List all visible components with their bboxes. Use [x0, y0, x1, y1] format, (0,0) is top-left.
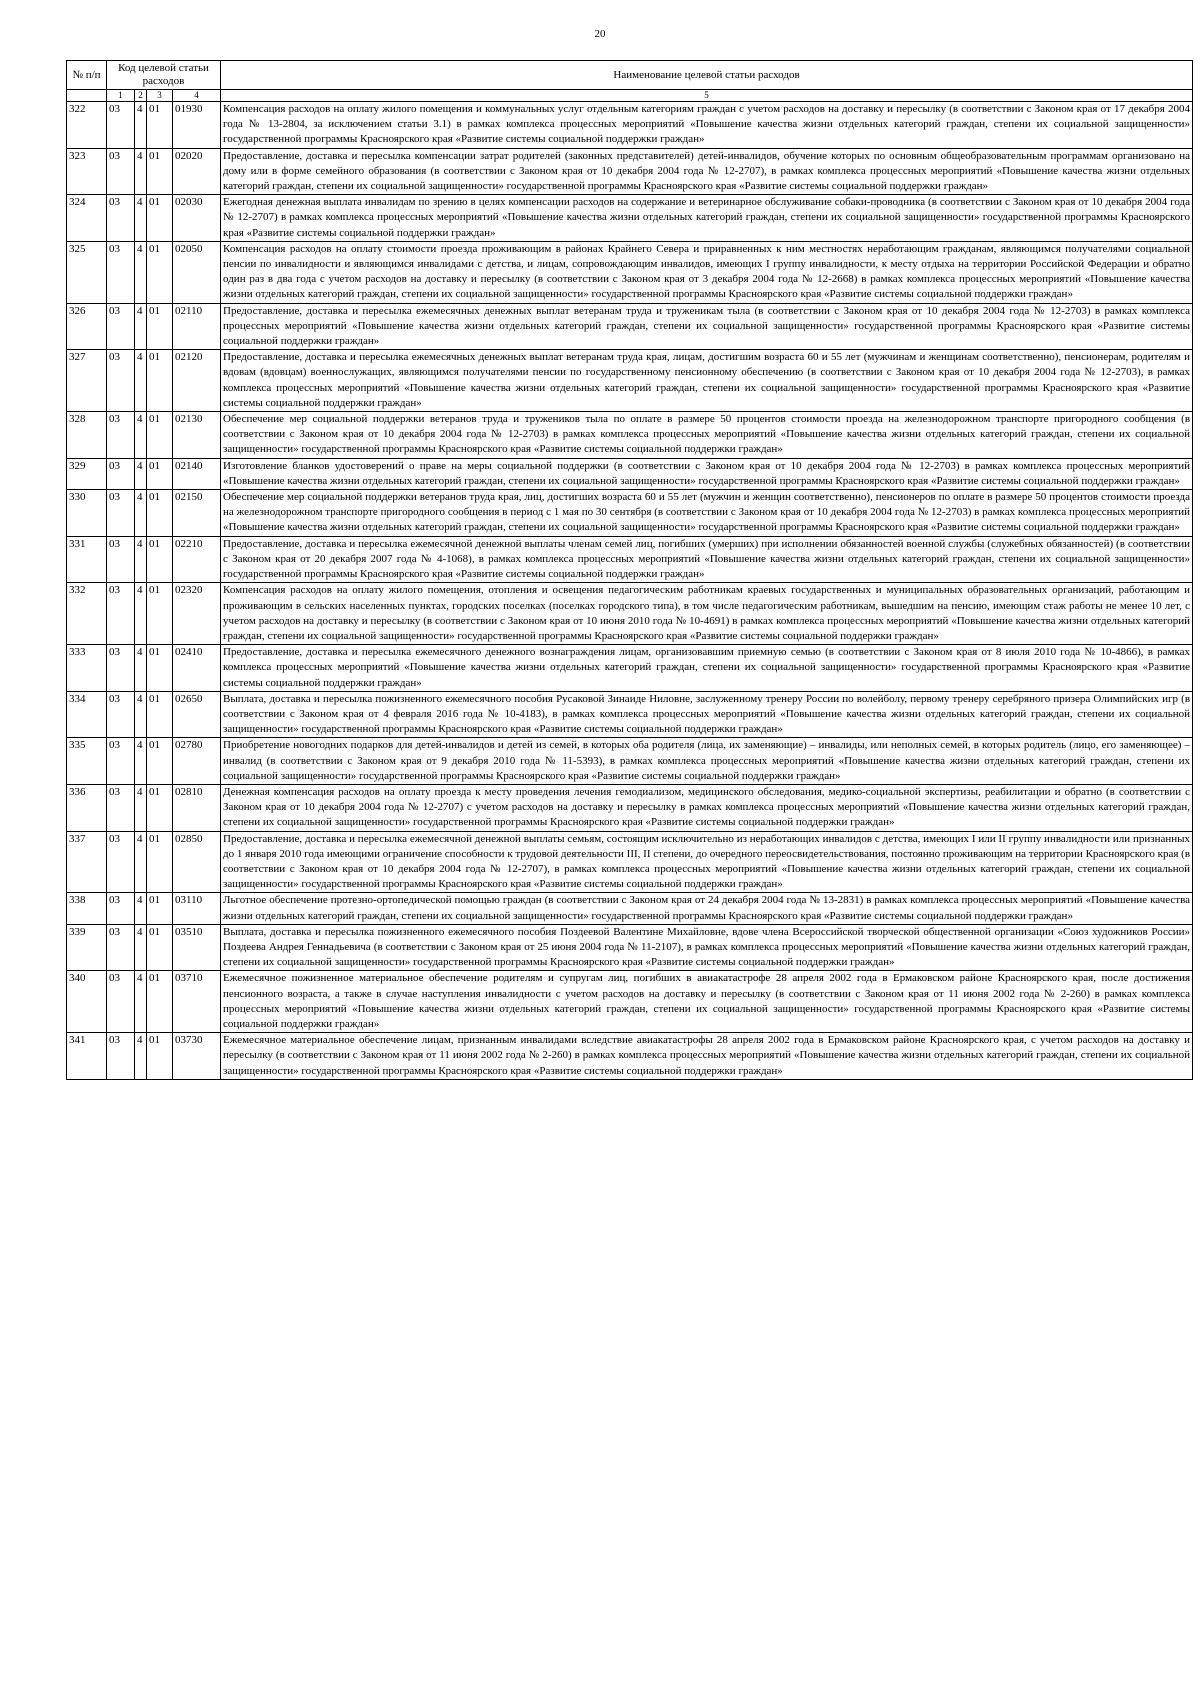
code-subprogram: 4	[135, 148, 147, 195]
code-program: 03	[107, 784, 135, 831]
code-subprogram: 4	[135, 458, 147, 489]
code-program: 03	[107, 458, 135, 489]
code-complex: 01	[147, 893, 173, 924]
code-program: 03	[107, 148, 135, 195]
table-row	[67, 893, 1193, 924]
table-row	[67, 490, 1193, 537]
article-name: Обеспечение мер социальной поддержки ветеранов труда края, лиц, достигших возраста 60 и 55 лет (мужчин и женщин соответственно), пенсионеров по оплате в размере 50 процентов стоимости проезда на железнодорожном транспорте пригородного сообщения в период с 1 мая по 30 сентября (в соответствии с Законом края от 10 декабря 2004 года № 12-2703) в рамках комплекса процессных мероприятий «Повышение качества жизни отдельных категорий граждан, степени их социальной защищенности» государственной программы Красноярского края «Развитие системы социальной поддержки граждан»	[221, 490, 1193, 537]
article-name: Компенсация расходов на оплату жилого помещения и коммунальных услуг отдельным категориям граждан с учетом расходов на доставку и пересылку (в соответствии с Законом края от 17 декабря 2004 года № 13-2804, за исключением статьи 3.1) в рамках комплекса процессных мероприятий «Повышение качества жизни отдельных категорий граждан, степени их социальной защищенности» государственной программы Красноярского края «Развитие системы социальной поддержки граждан»	[221, 102, 1193, 149]
header-col-number: 4	[173, 90, 221, 102]
row-number: 326	[67, 303, 107, 350]
article-name: Предоставление, доставка и пересылка ежемесячных денежных выплат ветеранам труда края, лицам, достигшим возраста 60 и 55 лет (мужчинам и женщинам соответственно), пенсионерам, родителям и вдовам (вдовцам) военнослужащих, являющимся получателями пенсии по государственному пенсионному обеспечению (в соответствии с Законом края от 10 декабря 2004 года № 12-2703), в рамках комплекса процессных мероприятий «Повышение качества жизни отдельных категорий граждан, степени их социальной защищенности» государственной программы Красноярского края «Развитие системы социальной поддержки граждан»	[221, 350, 1193, 412]
row-number: 334	[67, 691, 107, 738]
code-direction: 01930	[173, 102, 221, 149]
article-name: Предоставление, доставка и пересылка ежемесячной денежной выплаты семьям, состоящим исключительно из неработающих инвалидов с детства, имеющих I или II группу инвалидности или признанных до 1 января 2010 года имеющими ограничение способности к трудовой деятельности III, II степени, до очередного переосвидетельствования, постоянно проживающим на территории Красноярского края (в соответствии с Законом края от 10 декабря 2004 года № 12-2707), в рамках комплекса процессных мероприятий «Повышение качества жизни отдельных категорий граждан, степени их социальной защищенности» государственной программы Красноярского края «Развитие системы социальной поддержки граждан»	[221, 831, 1193, 893]
code-subprogram: 4	[135, 831, 147, 893]
code-direction: 02120	[173, 350, 221, 412]
code-direction: 02050	[173, 241, 221, 303]
table-row	[67, 738, 1193, 785]
table-row	[67, 971, 1193, 1033]
target-articles-table	[66, 60, 1193, 1080]
code-subprogram: 4	[135, 583, 147, 645]
code-complex: 01	[147, 583, 173, 645]
code-direction: 03110	[173, 893, 221, 924]
header-number: № п/п	[67, 61, 107, 90]
code-subprogram: 4	[135, 303, 147, 350]
row-number: 336	[67, 784, 107, 831]
article-name: Приобретение новогодних подарков для детей-инвалидов и детей из семей, в которых оба родителя (лица, их заменяющие) – инвалиды, или неполных семей, в которых родитель (лицо, его заменяющее) – инвалид (в соответствии с Законом края от 9 декабря 2010 года № 11-5393), в рамках комплекса процессных мероприятий «Повышение качества жизни отдельных категорий граждан, степени их социальной защищенности» государственной программы Красноярского края «Развитие системы социальной поддержки граждан»	[221, 738, 1193, 785]
row-number: 330	[67, 490, 107, 537]
row-number: 324	[67, 195, 107, 242]
code-direction: 02150	[173, 490, 221, 537]
code-complex: 01	[147, 738, 173, 785]
code-program: 03	[107, 303, 135, 350]
row-number: 329	[67, 458, 107, 489]
article-name: Ежемесячное пожизненное материальное обеспечение родителям и супругам лиц, погибших в авиакатастрофе 28 апреля 2002 года в Ермаковском районе Красноярского края, после достижения пенсионного возраста, а также в случае наступления инвалидности с учетом расходов на доставку и пересылку (в соответствии с Законом края от 11 июня 2002 года № 2-260) в рамках комплекса процессных мероприятий «Повышение качества жизни отдельных категорий граждан, степени их социальной защищенности» государственной программы Красноярского края «Развитие системы социальной поддержки граждан»	[221, 971, 1193, 1033]
code-program: 03	[107, 536, 135, 583]
code-subprogram: 4	[135, 924, 147, 971]
header-col-number: 1	[107, 90, 135, 102]
row-number: 331	[67, 536, 107, 583]
code-program: 03	[107, 1033, 135, 1080]
code-program: 03	[107, 645, 135, 692]
code-program: 03	[107, 691, 135, 738]
code-direction: 02320	[173, 583, 221, 645]
table-row	[67, 691, 1193, 738]
code-direction: 02210	[173, 536, 221, 583]
page-number: 20	[594, 28, 606, 40]
code-direction: 02780	[173, 738, 221, 785]
table-row	[67, 148, 1193, 195]
row-number: 340	[67, 971, 107, 1033]
table-row	[67, 831, 1193, 893]
header-col-number-empty	[67, 90, 107, 102]
code-complex: 01	[147, 412, 173, 459]
row-number: 325	[67, 241, 107, 303]
article-name: Ежегодная денежная выплата инвалидам по зрению в целях компенсации расходов на содержание и ветеринарное обслуживание собаки-проводника (в соответствии с Законом края от 10 декабря 2004 года № 12-2707) в рамках комплекса процессных мероприятий «Повышение качества жизни отдельных категорий граждан, степени их социальной защищенности» государственной программы Красноярского края «Развитие системы социальной поддержки граждан»	[221, 195, 1193, 242]
table-row	[67, 924, 1193, 971]
code-complex: 01	[147, 303, 173, 350]
code-direction: 02020	[173, 148, 221, 195]
row-number: 338	[67, 893, 107, 924]
row-number: 335	[67, 738, 107, 785]
code-complex: 01	[147, 924, 173, 971]
table-row	[67, 1033, 1193, 1080]
code-complex: 01	[147, 536, 173, 583]
code-complex: 01	[147, 1033, 173, 1080]
header-name: Наименование целевой статьи расходов	[221, 61, 1193, 90]
row-number: 333	[67, 645, 107, 692]
code-subprogram: 4	[135, 645, 147, 692]
header-code: Код целевой статьи расходов	[107, 61, 221, 90]
header-col-number: 2	[135, 90, 147, 102]
code-complex: 01	[147, 971, 173, 1033]
article-name: Денежная компенсация расходов на оплату проезда к месту проведения лечения гемодиализом, медицинского обследования, медико-социальной экспертизы, реабилитации и обратно (в соответствии с Законом края от 10 декабря 2004 года № 12-2707) с учетом расходов на доставку и пересылку в рамках комплекса процессных мероприятий «Повышение качества жизни отдельных категорий граждан, степени их социальной защищенности» государственной программы Красноярского края «Развитие системы социальной поддержки граждан»	[221, 784, 1193, 831]
code-program: 03	[107, 831, 135, 893]
code-complex: 01	[147, 490, 173, 537]
code-subprogram: 4	[135, 738, 147, 785]
code-complex: 01	[147, 241, 173, 303]
code-subprogram: 4	[135, 691, 147, 738]
code-subprogram: 4	[135, 1033, 147, 1080]
article-name: Предоставление, доставка и пересылка ежемесячной денежной выплаты членам семей лиц, погибших (умерших) при исполнении обязанностей военной службы (служебных обязанностей) (в соответствии с Законом края от 20 декабря 2007 года № 4-1068), в рамках комплекса процессных мероприятий «Повышение качества жизни отдельных категорий граждан, степени их социальной защищенности» государственной программы Красноярского края «Развитие системы социальной поддержки граждан»	[221, 536, 1193, 583]
row-number: 322	[67, 102, 107, 149]
code-program: 03	[107, 102, 135, 149]
code-direction: 02850	[173, 831, 221, 893]
row-number: 337	[67, 831, 107, 893]
code-complex: 01	[147, 458, 173, 489]
table-row	[67, 195, 1193, 242]
table-row	[67, 303, 1193, 350]
code-program: 03	[107, 350, 135, 412]
code-direction: 03510	[173, 924, 221, 971]
code-program: 03	[107, 195, 135, 242]
table-row	[67, 350, 1193, 412]
article-name: Предоставление, доставка и пересылка ежемесячных денежных выплат ветеранам труда и труженикам тыла (в соответствии с Законом края от 10 декабря 2004 года № 12-2703) в рамках комплекса процессных мероприятий «Повышение качества жизни отдельных категорий граждан, степени их социальной защищенности» государственной программы Красноярского края «Развитие системы социальной поддержки граждан»	[221, 303, 1193, 350]
code-subprogram: 4	[135, 490, 147, 537]
header-col-number: 3	[147, 90, 173, 102]
table-row	[67, 645, 1193, 692]
code-program: 03	[107, 738, 135, 785]
code-direction: 02030	[173, 195, 221, 242]
code-program: 03	[107, 924, 135, 971]
table-row	[67, 784, 1193, 831]
code-subprogram: 4	[135, 536, 147, 583]
article-name: Предоставление, доставка и пересылка ежемесячного денежного вознаграждения лицам, организовавшим приемную семью (в соответствии с Законом края от 8 июля 2010 года № 10-4866), в рамках комплекса процессных мероприятий «Повышение качества жизни отдельных категорий граждан, степени их социальной защищенности» государственной программы Красноярского края «Развитие системы социальной поддержки граждан»	[221, 645, 1193, 692]
article-name: Льготное обеспечение протезно-ортопедической помощью граждан (в соответствии с Законом края от 24 декабря 2004 года № 13-2831) в рамках комплекса процессных мероприятий «Повышение качества жизни отдельных категорий граждан, степени их социальной защищенности» государственной программы Красноярского края «Развитие системы социальной поддержки граждан»	[221, 893, 1193, 924]
code-complex: 01	[147, 350, 173, 412]
row-number: 328	[67, 412, 107, 459]
table-row	[67, 458, 1193, 489]
article-name: Выплата, доставка и пересылка пожизненного ежемесячного пособия Поздеевой Валентине Михайловне, вдове члена Всероссийской творческой общественной организации «Союз художников России» Поздеева Андрея Геннадьевича (в соответствии с Законом края от 25 июня 2004 года № 11-2107), в рамках комплекса процессных мероприятий «Повышение качества жизни отдельных категорий граждан, степени их социальной защищенности» государственной программы Красноярского края «Развитие системы социальной поддержки граждан»	[221, 924, 1193, 971]
code-subprogram: 4	[135, 241, 147, 303]
row-number: 339	[67, 924, 107, 971]
code-direction: 02140	[173, 458, 221, 489]
code-program: 03	[107, 893, 135, 924]
row-number: 323	[67, 148, 107, 195]
code-program: 03	[107, 490, 135, 537]
code-direction: 02110	[173, 303, 221, 350]
article-name: Обеспечение мер социальной поддержки ветеранов труда и тружеников тыла по оплате в размере 50 процентов стоимости проезда на железнодорожном транспорте пригородного сообщения (в соответствии с Законом края от 10 декабря 2004 года № 12-2703) в рамках комплекса процессных мероприятий «Повышение качества жизни отдельных категорий граждан, степени их социальной защищенности» государственной программы Красноярского края «Развитие системы социальной поддержки граждан»	[221, 412, 1193, 459]
code-complex: 01	[147, 691, 173, 738]
code-subprogram: 4	[135, 102, 147, 149]
code-program: 03	[107, 412, 135, 459]
code-subprogram: 4	[135, 893, 147, 924]
code-subprogram: 4	[135, 784, 147, 831]
code-direction: 02410	[173, 645, 221, 692]
article-name: Выплата, доставка и пересылка пожизненного ежемесячного пособия Русаковой Зинаиде Ниловне, заслуженному тренеру России по волейболу, первому тренеру серебряного призера Олимпийских игр (в соответствии с Законом края от 4 февраля 2016 года № 10-4183), в рамках комплекса процессных мероприятий «Повышение качества жизни отдельных категорий граждан, степени их социальной защищенности» государственной программы Красноярского края «Развитие системы социальной поддержки граждан»	[221, 691, 1193, 738]
row-number: 327	[67, 350, 107, 412]
article-name: Компенсация расходов на оплату жилого помещения, отопления и освещения педагогическим работникам краевых государственных и муниципальных образовательных организаций, работающим и проживающим в сельских населенных пунктах, городских поселках (поселках городского типа), в том числе педагогическим работникам, вышедшим на пенсию, имеющим стаж работы не менее 10 лет, с учетом расходов на доставку и пересылку (в соответствии с Законом края от 10 июня 2010 года № 10-4691) в рамках комплекса процессных мероприятий «Повышение качества жизни отдельных категорий граждан, степени их социальной защищенности» государственной программы Красноярского края «Развитие системы социальной поддержки граждан»	[221, 583, 1193, 645]
code-direction: 03710	[173, 971, 221, 1033]
article-name: Предоставление, доставка и пересылка компенсации затрат родителей (законных представителей) детей-инвалидов, обучение которых по основным общеобразовательным программам организовано на дому или в форме семейного образования (в соответствии с Законом края от 10 декабря 2004 года № 12-2707), в рамках комплекса процессных мероприятий «Повышение качества жизни отдельных категорий граждан, степени их социальной защищенности» государственной программы Красноярского края «Развитие системы социальной поддержки граждан»	[221, 148, 1193, 195]
code-program: 03	[107, 971, 135, 1033]
row-number: 332	[67, 583, 107, 645]
code-complex: 01	[147, 195, 173, 242]
code-subprogram: 4	[135, 195, 147, 242]
header-col-number: 5	[221, 90, 1193, 102]
table-row	[67, 536, 1193, 583]
article-name: Компенсация расходов на оплату стоимости проезда проживающим в районах Крайнего Севера и приравненных к ним местностях неработающим гражданам, являющимся получателями социальной пенсии по инвалидности и являющимся инвалидами с детства, и лицам, сопровождающим инвалидов, имеющих I группу инвалидности, к месту отдыха на территории Российской Федерации и обратно один раз в два года с учетом расходов на доставку и пересылку (в соответствии с Законом края от 3 декабря 2004 года № 12-2668) в рамках комплекса процессных мероприятий «Повышение качества жизни отдельных категорий граждан, степени их социальной защищенности» государственной программы Красноярского края «Развитие системы социальной поддержки граждан»	[221, 241, 1193, 303]
code-subprogram: 4	[135, 350, 147, 412]
code-subprogram: 4	[135, 412, 147, 459]
table-body	[67, 102, 1193, 1080]
code-complex: 01	[147, 148, 173, 195]
table-row	[67, 241, 1193, 303]
table-row	[67, 583, 1193, 645]
code-complex: 01	[147, 831, 173, 893]
article-name: Ежемесячное материальное обеспечение лицам, признанным инвалидами вследствие авиакатастрофы 28 апреля 2002 года в Ермаковском районе Красноярского края, с учетом расходов на доставку и пересылку (в соответствии с Законом края от 11 июня 2002 года № 2-260) в рамках комплекса процессных мероприятий «Повышение качества жизни отдельных категорий граждан, степени их социальной защищенности» государственной программы Красноярского края «Развитие системы социальной поддержки граждан»	[221, 1033, 1193, 1080]
code-direction: 02650	[173, 691, 221, 738]
code-program: 03	[107, 241, 135, 303]
code-program: 03	[107, 583, 135, 645]
code-complex: 01	[147, 645, 173, 692]
code-complex: 01	[147, 784, 173, 831]
row-number: 341	[67, 1033, 107, 1080]
table-row	[67, 412, 1193, 459]
code-direction: 03730	[173, 1033, 221, 1080]
code-direction: 02130	[173, 412, 221, 459]
code-direction: 02810	[173, 784, 221, 831]
code-subprogram: 4	[135, 971, 147, 1033]
article-name: Изготовление бланков удостоверений о праве на меры социальной поддержки (в соответствии с Законом края от 10 декабря 2004 года № 12-2703) в рамках комплекса процессных мероприятий «Повышение качества жизни отдельных категорий граждан, степени их социальной защищенности» государственной программы Красноярского края «Развитие системы социальной поддержки граждан»	[221, 458, 1193, 489]
table-row	[67, 102, 1193, 149]
code-complex: 01	[147, 102, 173, 149]
